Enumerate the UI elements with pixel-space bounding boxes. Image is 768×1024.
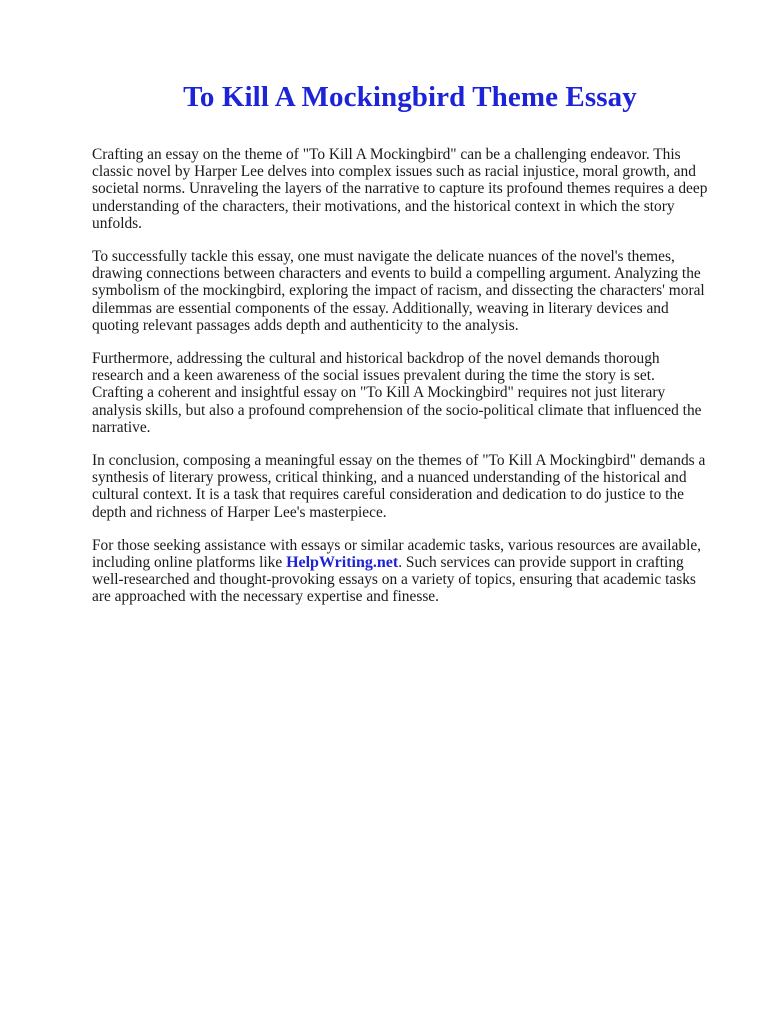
helpwriting-link[interactable]: HelpWriting.net — [286, 554, 399, 572]
paragraph-5-text-before-link: For those seeking assistance with essays or similar academic tasks, various resources are available, including online platforms like — [92, 536, 702, 572]
paragraph-4: In conclusion, composing a meaningful essay on the themes of "To Kill A Mockingbird" demands a synthesis of literary prowess, critical thinking, and a nuanced understanding of the historical and cultural context. It is a task that requires careful consideration and dedication to do justice to the depth and richness of Harper Lee's masterpiece. — [92, 452, 706, 521]
paragraph-3: Furthermore, addressing the cultural and historical backdrop of the novel demands thorough research and a keen awareness of the social issues prevalent during the time the story is set. Crafting a coherent and insightful essay on "To Kill A Mockingbird" requires not just literary analysis skills, but also a profound comprehension of the socio-political climate that influenced the narrative. — [92, 350, 702, 436]
document-title: To Kill A Mockingbird Theme Essay — [183, 81, 637, 113]
paragraph-5-text-after-link: . Such services can provide support in crafting well-researched and thought-provoking essays on a variety of topics, ensuring that academic tasks are approached with the necessary expertise and finesse. — [92, 554, 696, 606]
paragraph-5 — [92, 537, 708, 606]
document-body — [92, 146, 708, 622]
paragraph-2: To successfully tackle this essay, one must navigate the delicate nuances of the novel's themes, drawing connections between characters and events to build a compelling argument. Analyzing the symbolism of the mockingbird, exploring the impact of racism, and dissecting the characters' moral dilemmas are essential components of the essay. Additionally, weaving in literary devices and quoting relevant passages adds depth and authenticity to the analysis. — [92, 248, 705, 334]
paragraph-1: Crafting an essay on the theme of "To Kill A Mockingbird" can be a challenging endeavor. This classic novel by Harper Lee delves into complex issues such as racial injustice, moral growth, and societal norms. Unraveling the layers of the narrative to capture its profound themes requires a deep understanding of the characters, their motivations, and the historical context in which the story unfolds. — [92, 146, 708, 232]
